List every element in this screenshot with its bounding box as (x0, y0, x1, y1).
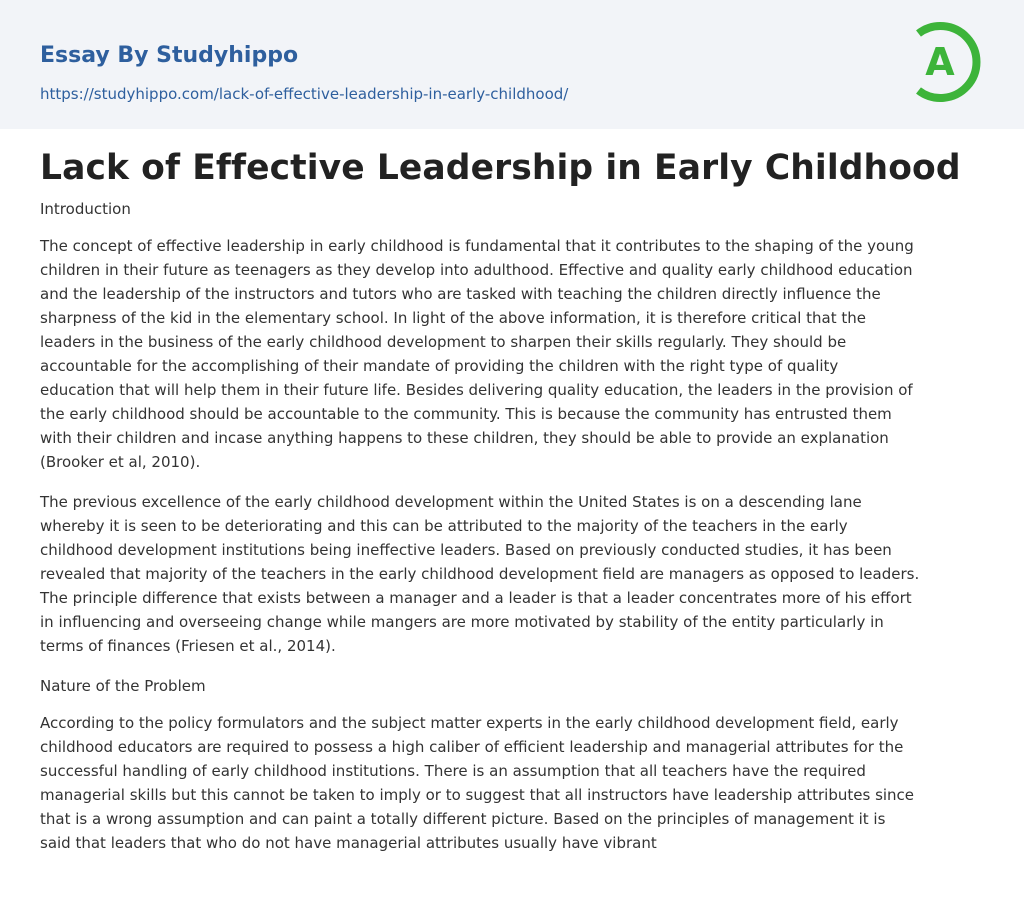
section-heading-nature-of-problem: Nature of the Problem (40, 677, 206, 695)
site-header (0, 0, 1024, 129)
studyhippo-logo[interactable] (907, 17, 989, 107)
essay-paragraph: The concept of effective leadership in early childhood is fundamental that it contributes to the shaping of the young children in their future as teenagers as they develop into adulthood. Effective and quality early childhood education and the leadership of the instructors and tutors who are tasked with teaching the children directly influence the sharpness of the kid in the elementary school. In light of the above information, it is therefore critical that the leaders in the business of the early childhood development to sharpen their skills regularly. They should be accountable for the accomplishing of their mandate of providing the children with the right type of quality education that will help them in their future life. Besides delivering quality education, the leaders in the provision of the early childhood should be accountable to the community. This is because the community has entrusted them with their children and incase anything happens to these children, they should be able to provide an explanation (Brooker et al, 2010). (40, 237, 914, 471)
page-title: Lack of Effective Leadership in Early Childhood (40, 148, 961, 188)
brand-title: Essay By Studyhippo (40, 43, 299, 68)
essay-content (40, 140, 986, 855)
essay-url-link[interactable]: https://studyhippo.com/lack-of-effective-leadership-in-early-childhood/ (40, 85, 569, 103)
essay-paragraph: According to the policy formulators and the subject matter experts in the early childhood development field, early childhood educators are required to possess a high caliber of efficient leadership and managerial attributes for the successful handling of early childhood institutions. There is an assumption that all teachers have the required managerial skills but this cannot be taken to imply or to suggest that all instructors have leadership attributes since that is a wrong assumption and can paint a totally different picture. Based on the principles of management it is said that leaders that who do not have managerial attributes usually have vibrant (40, 714, 915, 852)
essay-paragraph: The previous excellence of the early childhood development within the United States is on a descending lane whereby it is seen to be deteriorating and this can be attributed to the majority of the teachers in the early childhood development institutions being ineffective leaders. Based on previously conducted studies, it has been revealed that majority of the teachers in the early childhood development field are managers as opposed to leaders. The principle difference that exists between a manager and a leader is that a leader concentrates more of his effort in influencing and overseeing change while mangers are more motivated by stability of the entity particularly in terms of finances (Friesen et al., 2014). (40, 493, 920, 655)
logo-letter: A (925, 40, 955, 84)
section-heading-introduction: Introduction (40, 200, 131, 218)
